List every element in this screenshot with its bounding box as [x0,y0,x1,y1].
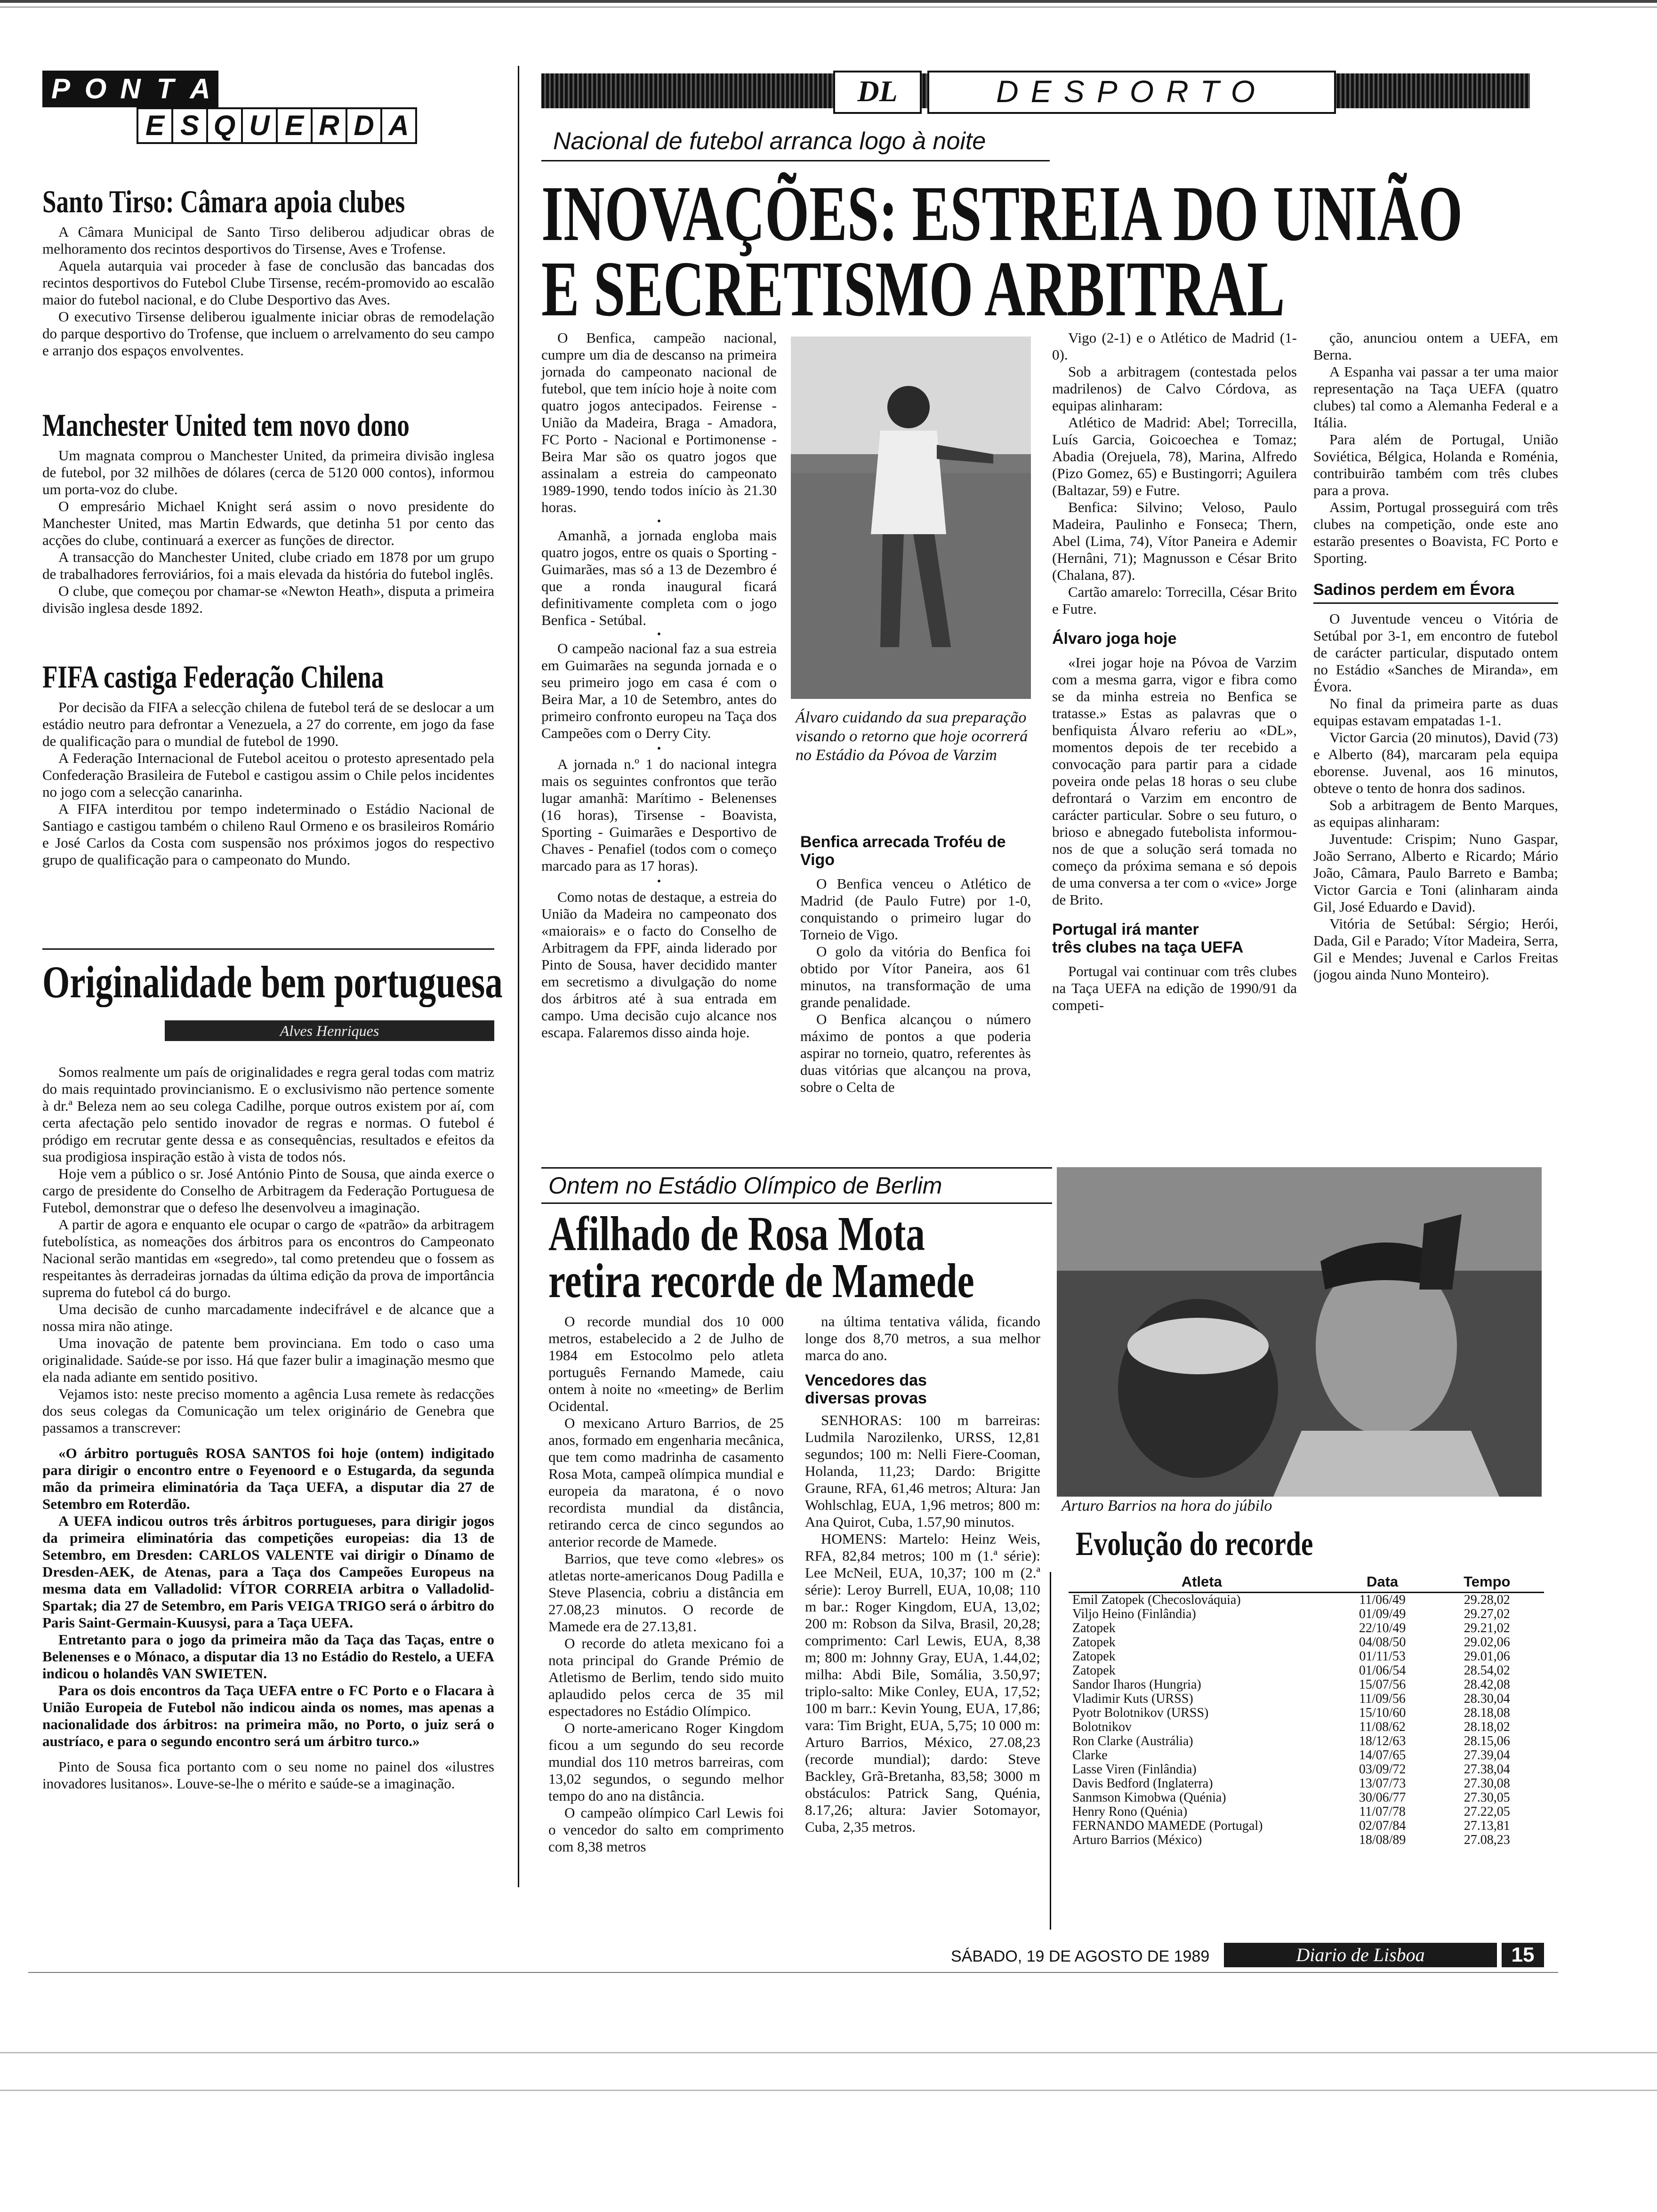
cell-time: 27.30,05 [1464,1790,1510,1805]
text-block [1052,329,1297,617]
cell-date: 15/07/56 [1359,1677,1406,1692]
footer-date: SÁBADO, 19 DE AGOSTO DE 1989 [951,1948,1210,1965]
table-row [1069,1621,1544,1635]
cell-athlete: Zatopek [1072,1621,1116,1635]
column-header-athlete: Atleta [1069,1572,1335,1593]
paragraph: O norte-americano Roger Kingdom ficou a um segundo do seu recorde mundial dos 110 metros barreiras, com 13,02 segundos, o segundo melhor tempo do ano na distância. [548,1720,784,1804]
cell-time: 27.08,23 [1464,1833,1510,1847]
cell-date: 18/08/89 [1359,1833,1406,1847]
cell-date: 15/10/60 [1359,1706,1406,1720]
cell-date: 01/09/49 [1359,1607,1406,1621]
kicker-rule [541,160,1050,161]
paragraph: O recorde do atleta mexicano foi a nota principal do Grande Prémio de Atletismo de Berlim, tendo sido muito aplaudido pelos cerca de 35 mil espectadores no Estádio Olímpico. [548,1635,784,1719]
cell-date: 11/07/78 [1359,1804,1406,1819]
footer-paper-name: Diario de Lisboa [1224,1943,1497,1967]
text-block [1313,610,1558,983]
record-table-title: Evolução do recorde [1076,1525,1313,1563]
subhead-benfica-vigo: Benfica arrecada Troféu de Vigo [800,833,1006,869]
paragraph: A partir de agora e enquanto ele ocupar o cargo de «patrão» da arbitragem futebolística, as nomeações dos árbitros para os encontros do Campeonato Nacional serão mantidas em «segredo», tal como pretendeu que o fossem as respeitantes às derradeiras jornadas da última edição da prova de importância suprema do futebol cá do burgo. [42,1216,494,1300]
left-column [33,56,503,1939]
berlin-kicker: Ontem no Estádio Olímpico de Berlim [548,1172,942,1199]
paragraph: O golo da vitória do Benfica foi obtido por Vítor Paneira, aos 61 minutos, na transformação de uma grande penalidade. [800,943,1031,1010]
paragraph: Aquela autarquia vai proceder à fase de conclusão das bancadas dos recintos desportivos do Futebol Clube Tirsense, recém-promovido ao escalão maior do futebol nacional, e do Clube Desportivo das Aves. [42,257,494,308]
table-row [1069,1720,1544,1734]
cell-date: 03/09/72 [1359,1762,1406,1777]
article-inovacoes-col4 [1313,329,1558,983]
photo-barrios [1057,1167,1542,1497]
subhead-portugal-uefa-1: Portugal irá manter [1052,921,1199,938]
paragraph: Victor Garcia (20 minutos), David (73) e Alberto (84), marcaram pela equipa eborense. Juvenal, aos 16 minutos, obteve o tento de honra dos sadinos. [1313,729,1558,796]
article-inovacoes-col3 [1052,329,1297,1014]
paragraph: O Benfica alcançou o número máximo de pontos a que poderia aspirar no torneio, quatro, referentes às duas vitórias que alcançou na prova, sobre o Celta de [800,1011,1031,1095]
paragraph: «Irei jogar hoje na Póvoa de Varzim com a mesma garra, vigor e fibra como se da minha estreia no Benfica se tratasse.» Estas as palavras que o benfiquista Álvaro referiu ao «DL», momentos depois de ter recebido a convocação para partir para a cidade poveira onde pelas 18 horas o seu clube defrontará o Varzim em encontro de carácter particular. Sobre o seu futuro, o brioso e abnegado futebolista informou-nos de que a solução será tomada no começo da próxima semana e só depois de uma conversa a ter com o «vice» Jorge de Brito. [1052,654,1297,908]
section-name: DESPORTO [927,71,1336,114]
paragraph: Pinto de Sousa fica portanto com o seu nome no painel dos «ilustres inovadores lusitanos». Louve-se-lhe o mérito e saúde-se a imaginação. [42,1758,494,1792]
text-block [1052,963,1297,1014]
cell-athlete: Ron Clarke (Austrália) [1072,1734,1193,1748]
paragraph: Para além de Portugal, União Soviética, Bélgica, Holanda e Roménia, contribuirão também com três clubes para a prova. [1313,431,1558,498]
article-berlin-col1 [548,1313,784,1855]
cell-time: 28.42,08 [1464,1677,1510,1692]
paragraph: A Federação Internacional de Futebol aceitou o protesto apresentado pela Confederação Brasileira de Futebol e castigou assim o Chile pelos incidentes no jogo com a selecção canarinha. [42,750,494,800]
cell-athlete: Zatopek [1072,1635,1116,1650]
paragraph: Um magnata comprou o Manchester United, da primeira divisão inglesa de futebol, por 32 milhões de dólares (cerca de 5120 000 contos), informou um porta-voz do clube. [42,447,494,497]
table-row [1069,1650,1544,1664]
cell-time: 29.21,02 [1464,1621,1510,1635]
cell-athlete: Zatopek [1072,1663,1116,1678]
cell-time: 27.22,05 [1464,1804,1510,1819]
cell-date: 11/08/62 [1359,1720,1406,1734]
berlin-kicker-rule [541,1202,1052,1204]
table-row [1069,1791,1544,1805]
cell-time: 28.54,02 [1464,1663,1510,1678]
cell-time: 29.27,02 [1464,1607,1510,1621]
record-table-grid [1069,1572,1544,1847]
byline-bar: Alves Henriques [165,1020,494,1041]
table-row [1069,1777,1544,1791]
table-row [1069,1805,1544,1819]
paragraph: Cartão amarelo: Torrecilla, César Brito e Futre. [1052,584,1297,617]
bullet: • [657,515,661,528]
footer-rule [28,1972,1558,1973]
cell-athlete: Sanmson Kimobwa (Quénia) [1072,1790,1226,1805]
paragraph: Vitória de Setúbal: Sérgio; Herói, Dada, Gil e Parado; Vítor Madeira, Serra, Gil e Mendes; Juvenal e Carlos Freitas (jogou ainda Nuno Monteiro). [1313,915,1558,983]
cell-athlete: Clarke [1072,1748,1108,1763]
cell-time: 28.18,02 [1464,1720,1510,1734]
paragraph: Juventude: Crispim; Nuno Gaspar, João Serrano, Alberto e Ricardo; Mário João, Câmara, Paulo Barreto e Bamba; Victor Garcia e Toni (alinharam ainda Gil, José Eduardo e David). [1313,831,1558,915]
subhead-portugal-uefa-2: três clubes na taça UEFA [1052,938,1244,956]
cell-date: 02/07/84 [1359,1819,1406,1833]
cell-date: 30/06/77 [1359,1790,1406,1805]
berlin-headline-line2: retira recorde de Mamede [548,1254,974,1308]
cell-date: 11/09/56 [1359,1691,1406,1706]
article-fifa [42,699,494,868]
cell-athlete: Emil Zatopek (Checoslováquia) [1072,1593,1241,1607]
paragraph: Portugal vai continuar com três clubes na Taça UEFA na edição de 1990/91 da competi- [1052,963,1297,1013]
cell-athlete: Davis Bedford (Inglaterra) [1072,1776,1213,1791]
paragraph: Por decisão da FIFA a selecção chilena de futebol terá de se deslocar a um estádio neutro para defrontar a Venezuela, a 27 do corrente, em jogo da fase de qualificação para o mundial de futebol de 1990. [42,699,494,749]
section-logo: DL [833,71,922,114]
bullet: • [657,875,661,888]
table-row [1069,1692,1544,1706]
cell-date: 01/06/54 [1359,1663,1406,1678]
paragraph: O campeão nacional faz a sua estreia em Guimarães na segunda jornada e o seu primeiro jogo em casa é com o Beira Mar, a 10 de Setembro, antes do primeiro confronto europeu na Taça dos Campeões com o Derry City. [541,640,777,741]
text-block [805,1412,1040,1835]
cell-athlete: Arturo Barrios (México) [1072,1833,1202,1847]
cell-time: 29.02,06 [1464,1635,1510,1650]
cell-athlete: Pyotr Bolotnikov (URSS) [1072,1706,1209,1720]
bullet: • [657,743,661,755]
cell-date: 01/11/53 [1359,1649,1406,1664]
cell-date: 13/07/73 [1359,1776,1406,1791]
paragraph: O Juventude venceu o Vitória de Setúbal por 3-1, em encontro de futebol de carácter particular, disputado ontem no Estádio «Sanches de Miranda», em Évora. [1313,610,1558,695]
cell-date: 11/06/49 [1359,1593,1406,1607]
scan-edge-bottom [0,2052,1657,2053]
subhead-sadinos: Sadinos perdem em Évora [1313,581,1558,604]
section-header [541,71,1530,113]
article-inovacoes-col1 [541,329,777,1041]
photo-barrios-caption: Arturo Barrios na hora do júbilo [1062,1497,1272,1515]
main-headline-line1: INOVAÇÕES: ESTREIA DO UNIÃO [541,170,1463,257]
record-table-left-rule [1050,1572,1051,1930]
text-block [1313,329,1558,567]
telex-paragraph: «O árbitro português ROSA SANTOS foi hoje (ontem) indigitado para dirigir o encontro entre o Feyenoord e o Estugarda, da segunda mão da primeira eliminatória da Taça UEFA, a disputar dia 27 de Setembro em Roterdão. [42,1445,494,1512]
column-rule [518,66,519,1887]
table-row [1069,1748,1544,1763]
table-row [1069,1635,1544,1650]
article-santo-tirso [42,224,494,359]
telex-paragraph: Para os dois encontros da Taça UEFA entre o FC Porto e o Flacara à União Europeia de Futebol não indicou ainda os nomes, mas apenas a nacionalidade dos árbitros: na primeira mão, no Porto, o juiz será o austríaco, e para o segundo encontro será um árbitro turco.» [42,1682,494,1749]
photo-barrios-image [1057,1167,1542,1497]
subhead-vencedores-2: diversas provas [805,1389,927,1407]
bullet: • [657,628,661,641]
paragraph: O campeão olímpico Carl Lewis foi o vencedor do salto em comprimento com 8,38 metros [548,1804,784,1855]
record-table-body [1069,1593,1544,1848]
headline-fifa: FIFA castiga Federação Chilena [42,659,384,695]
column-header-date: Data [1335,1572,1430,1593]
cell-athlete: Bolotnikov [1072,1720,1132,1734]
section-divider [42,948,494,950]
cell-date: 22/10/49 [1359,1621,1406,1635]
cell-athlete: Vladimir Kuts (URSS) [1072,1691,1193,1706]
cell-athlete: Henry Rono (Quénia) [1072,1804,1188,1819]
paragraph: O empresário Michael Knight será assim o novo presidente do Manchester United, mas Martin Edwards, que detinha 51 por cento das acções do clube, continuará a exercer as funções de director. [42,498,494,548]
paragraph: O clube, que começou por chamar-se «Newton Heath», disputa a primeira divisão inglesa desde 1892. [42,583,494,616]
paragraph: A Câmara Municipal de Santo Tirso deliberou adjudicar obras de melhoramento dos recintos desportivos do Tirsense, Aves e Trofense. [42,224,494,257]
text-block [1052,654,1297,908]
paragraph: Uma inovação de patente bem provinciana. Em todo o caso uma originalidade. Saúde-se por isso. Há que fazer bulir a imaginação mesmo que ela nada adiante em sentido positivo. [42,1335,494,1385]
record-table [1069,1572,1544,1847]
paragraph: A FIFA interditou por tempo indeterminado o Estádio Nacional de Santiago e castigou também o chileno Raul Ormeno e os brasileiros Romário e José Carlos da Costa com suspensão nos próximos jogos do respectivo grupo de qualificação para o campeonato do Mundo. [42,801,494,868]
photo-alvaro-caption: Álvaro cuidando da sua preparação visando o retorno que hoje ocorrerá no Estádio da Póvoa de Varzim [796,709,1028,764]
text-block [800,875,1031,1096]
paragraph: Benfica: Silvino; Veloso, Paulo Madeira, Paulinho e Fonseca; Thern, Abel (Lima, 74), Vítor Paneira e Ademir (Hernâni, 71); Magnusson e César Brito (Chalana, 87). [1052,499,1297,583]
headline-santo-tirso: Santo Tirso: Câmara apoia clubes [42,184,405,219]
berlin-top-rule [541,1167,1052,1169]
text-block [805,1313,1040,1364]
table-row [1069,1607,1544,1621]
cell-date: 18/12/63 [1359,1734,1406,1748]
table-row [1069,1664,1544,1678]
paragraph: O Benfica venceu o Atlético de Madrid (de Paulo Futre) por 1-0, conquistando o primeiro lugar do Torneio de Vigo. [800,875,1031,943]
headline-originalidade: Originalidade bem portuguesa [42,957,503,1007]
paragraph: Sob a arbitragem de Bento Marques, as equipas alinharam: [1313,797,1558,830]
paragraph: Vejamos isto: neste preciso momento a agência Lusa remete às redacções dos seus colegas da Comunicação um telex originário de Genebra que passamos a transcrever: [42,1386,494,1436]
photo-alvaro [791,337,1031,699]
cell-athlete: Zatopek [1072,1649,1116,1664]
berlin-headline-line1: Afilhado de Rosa Mota [548,1207,925,1261]
cell-athlete: Viljo Heino (Finlândia) [1072,1607,1196,1621]
scan-edge-line [0,7,1657,8]
cell-athlete: FERNANDO MAMEDE (Portugal) [1072,1819,1263,1833]
paragraph: na última tentativa válida, ficando longe dos 8,70 metros, a sua melhor marca do ano. [805,1313,1040,1363]
headline-manchester: Manchester United tem novo dono [42,407,410,443]
cell-time: 27.13,81 [1464,1819,1510,1833]
subhead-alvaro: Álvaro joga hoje [1052,630,1177,648]
paragraph: O recorde mundial dos 10 000 metros, estabelecido a 2 de Julho de 1984 em Estocolmo pelo atleta português Fernando Mamede, caiu ontem à noite no «meeting» de Berlim Ocidental. [548,1313,784,1414]
cell-athlete: Sandor Iharos (Hungria) [1072,1677,1201,1692]
cell-time: 27.30,08 [1464,1776,1510,1791]
telex-paragraph: Entretanto para o jogo da primeira mão da Taça das Taças, entre o Belenenses e o Mónaco, a disputar dia 13 no Estádio do Restelo, a UEFA indicou o holandês VAN SWIETEN. [42,1631,494,1682]
cell-time: 28.30,04 [1464,1691,1510,1706]
paragraph: Barrios, que teve como «lebres» os atletas norte-americanos Doug Padilla e Steve Plasencia, cobriu a distância em 27.08,23 minutos. O recorde de Mamede era de 27.13,81. [548,1550,784,1635]
table-row [1069,1706,1544,1720]
paragraph: No final da primeira parte as duas equipas estavam empatadas 1-1. [1313,695,1558,729]
article-berlin-col2 [805,1313,1040,1835]
paragraph: Uma decisão de cunho marcadamente indecifrável e de alcance que a nossa mira não atinge. [42,1301,494,1334]
article-manchester [42,447,494,617]
page-number: 15 [1502,1943,1544,1967]
paragraph: O Benfica, campeão nacional, cumpre um dia de descanso na primeira jornada do campeonato nacional de futebol, que tem início hoje à noite com quatro jogos antecipados. Feirense - União da Madeira, Braga - Amadora, FC Porto - Nacional e Portimonense - Beira Mar são os quatro jogos que assinalam a estreia do campeonato 1989-1990, tendo todos início às 21.30 horas. [541,329,777,515]
cell-time: 28.15,06 [1464,1734,1510,1748]
cell-date: 04/08/50 [1359,1635,1406,1650]
paragraph: O mexicano Arturo Barrios, de 25 anos, formado em engenharia mecânica, que tem como madrinha de casamento Rosa Mota, campeã olímpica mundial e europeia da maratona, é o novo recordista mundial da distância, retirando cerca de cinco segundos ao anterior recorde de Mamede. [548,1415,784,1550]
paragraph: Somos realmente um país de originalidades e regra geral todas com matriz do mais requintado provincianismo. E o exclusivismo não pertence somente à dr.ª Beleza nem ao seu colega Cadilhe, porque outros existem por aí, com certa afectação pelo sentido inovador de regras e normas. O futebol é pródigo em recrutar gente dessa e as consequências, resultados e efeitos da sua prodigiosa inspiração estão à vista de todos nós. [42,1064,494,1165]
table-header-row [1069,1572,1544,1593]
paragraph: Atlético de Madrid: Abel; Torrecilla, Luís Garcia, Goicoechea e Tomaz; Abadia (Orejuela, 78), Marina, Alfredo (Pizo Gomez, 65) e Bustingorri; Aguilera (Baltazar, 59) e Futre. [1052,414,1297,498]
scan-edge-bottom-2 [0,2090,1657,2091]
cell-time: 29.01,06 [1464,1649,1510,1664]
paragraph: Amanhã, a jornada engloba mais quatro jogos, entre os quais o Sporting - Guimarães, mas só a 13 de Dezembro é que a ronda inaugural ficará definitivamente completa com o jogo Benfica - Setúbal. [541,527,777,628]
photo-alvaro-image [791,337,1031,699]
paragraph: Assim, Portugal prosseguirá com três clubes na competição, onde este ano estarão presentes o Boavista, FC Porto e Sporting. [1313,499,1558,566]
paragraph: A jornada n.º 1 do nacional integra mais os seguintes confrontos que terão lugar amanhã: Marítimo - Belenenses (16 horas), Tirsense - Boavista, Sporting - Guimarães e Desportivo de Chaves - Penafiel (todos com o começo marcado para as 17 horas). [541,756,777,874]
cell-time: 27.38,04 [1464,1762,1510,1777]
main-headline-line2: E SECRETISMO ARBITRAL [541,245,1285,333]
article-originalidade [42,1064,494,1792]
paragraph: SENHORAS: 100 m barreiras: Ludmila Narozilenko, URSS, 12,81 segundos; 100 m: Nelli Fiere-Cooman, Holanda, 11,23; Dardo: Brigitte Graune, RFA, 61,46 metros; Altura: Jan Wohlschlag, EUA, 1,96 metros; 800 m: Ana Quirot, Cuba, 1.57,90 minutos. [805,1412,1040,1530]
paragraph: ção, anunciou ontem a UEFA, em Berna. [1313,329,1558,363]
scan-edge-top [0,0,1657,3]
table-row [1069,1763,1544,1777]
cell-athlete: Lasse Viren (Finlândia) [1072,1762,1197,1777]
column-title-1: P O N T A [42,71,217,107]
paragraph: A transacção do Manchester United, clube criado em 1878 por um grupo de trabalhadores ferroviários, foi a mais elevada da história do futebol inglês. [42,549,494,582]
column-header-time: Tempo [1430,1572,1544,1593]
paragraph: HOMENS: Martelo: Heinz Weis, RFA, 82,84 metros; 100 m (1.ª série): Lee McNeil, EUA, 10,37; 100 m (2.ª série): Leroy Burrell, EUA, 10,08; 110 m bar.: Roger Kingdom, EUA, 13,02; 200 m: Robson da Silva, Brasil, 20,28; comprimento: Carl Lewis, EUA, 8,38 m; 800 m: Johnny Gray, EUA, 1.44,02; milha: Abdi Bile, Somália, 3.50,97; triplo-salto: Mike Conley, EUA, 17,52; 100 m barr.: Kevin Young, EUA, 17,86; vara: Tim Bright, EUA, 5,75; 10 000 m: Arturo Barrios, México, 27.08,23 (recorde mundial); dardo: Steve Backley, Grã-Bretanha, 83,58; 3000 m obstáculos: Patrick Sang, Quénia, 8.17,26; altura: Javier Sotomayor, Cuba, 2,35 metros. [805,1531,1040,1835]
article-inovacoes-col2 [800,777,1031,1096]
paragraph: Vigo (2-1) e o Atlético de Madrid (1-0). [1052,329,1297,363]
column-title-2: E S Q U E R D A [137,107,415,144]
cell-time: 29.28,02 [1464,1593,1510,1607]
table-row [1069,1833,1544,1847]
paragraph: Sob a arbitragem (contestada pelos madrilenos) de Calvo Córdova, as equipas alinharam: [1052,363,1297,414]
cell-date: 14/07/65 [1359,1748,1406,1763]
paragraph: O executivo Tirsense deliberou igualmente iniciar obras de remodelação do parque desportivo do Trofense, que incluem o arrelvamento do seu campo e arranjo dos espaços envolventes. [42,308,494,359]
kicker: Nacional de futebol arranca logo à noite [553,128,986,155]
subhead-vencedores-1: Vencedores das [805,1371,927,1389]
table-row [1069,1734,1544,1748]
table-row [1069,1593,1544,1608]
paragraph: Como notas de destaque, a estreia do União da Madeira no campeonato dos «maiorais» e o facto do Conselho de Arbitragem da FPF, ainda liderado por Pinto de Sousa, haver decidido manter em secretismo a divulgação do nome dos árbitros até à sua entrada em campo. Uma decisão cujo alcance nos escapa. Falaremos disso ainda hoje. [541,889,777,1041]
telex-paragraph: A UEFA indicou outros três árbitros portugueses, para dirigir jogos da primeira eliminatória das competições europeias: dia 13 de Setembro, em Dresden: CARLOS VALENTE vai dirigir o Dínamo de Dresden-AEK, de Atenas, para a Taça dos Campeões Europeus na mesma data em Valladolid: VÍTOR CORREIA arbitra o Valladolid-Spartak; dia 27 de Setembro, em Paris VEIGA TRIGO será o árbitro do Paris Saint-Germain-Kuusysi, para a Taça UEFA. [42,1513,494,1631]
cell-time: 27.39,04 [1464,1748,1510,1763]
table-row [1069,1678,1544,1692]
table-row [1069,1819,1544,1833]
paragraph: Hoje vem a público o sr. José António Pinto de Sousa, que ainda exerce o cargo de presidente do Conselho de Arbitragem da Federação Portuguesa de Futebol, demonstrar que o defeso lhe desenvolveu a imaginação. [42,1165,494,1216]
cell-time: 28.18,08 [1464,1706,1510,1720]
paragraph: A Espanha vai passar a ter uma maior representação na Taça UEFA (quatro clubes) tal como a Alemanha Federal e a Itália. [1313,363,1558,431]
